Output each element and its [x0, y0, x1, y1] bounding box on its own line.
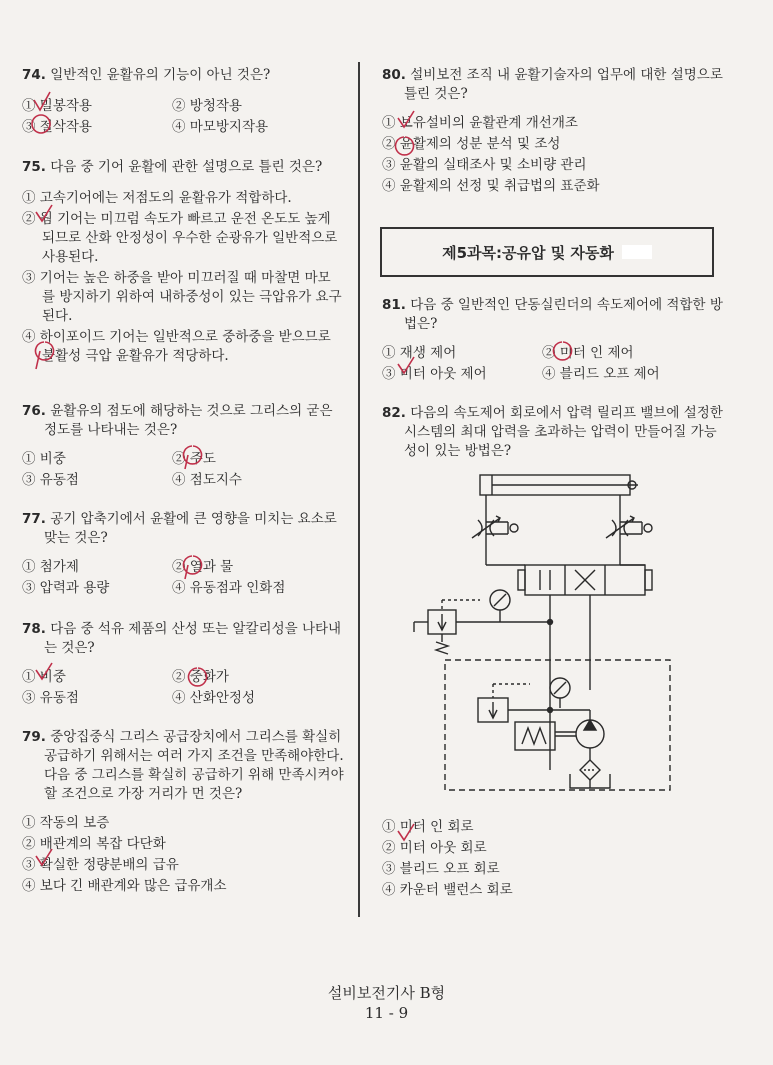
relief-valve-main [414, 590, 553, 654]
option-4[interactable]: ④ 마모방지작용 [172, 119, 269, 135]
question-74 [22, 66, 342, 137]
directional-valve [486, 565, 652, 770]
question-number: 79. [22, 729, 46, 745]
option-3[interactable]: ③ 블리드 오프 회로 [382, 861, 500, 877]
option-1[interactable]: ① 비중 [22, 669, 66, 685]
option-2[interactable]: ② 배관계의 복잡 다단화 [22, 836, 166, 852]
question-stem: 다음 중 석유 제품의 산성 또는 알칼리성을 나타내는 것은? [44, 621, 342, 656]
hydraulic-circuit-diagram [400, 470, 680, 800]
question-79 [22, 728, 342, 896]
option-1[interactable]: ① 고속기어에는 저점도의 윤활유가 적합하다. [22, 190, 292, 206]
option-3[interactable]: ③ 절삭작용 [22, 119, 92, 135]
correction-tape [622, 245, 652, 259]
option-3[interactable]: ③ 확실한 정량분배의 급유 [22, 857, 179, 873]
section-header [380, 227, 714, 277]
option-4[interactable]: ④ 하이포이드 기어는 일반적으로 중하중을 받으므로 불활성 극압 윤활유가 적당하다. [22, 329, 331, 364]
option-1[interactable]: ① 작동의 보증 [22, 815, 110, 831]
question-77 [22, 510, 342, 598]
question-stem: 공기 압축기에서 윤활에 큰 영향을 미치는 요소로 맞는 것은? [44, 511, 337, 546]
question-stem: 다음의 속도제어 회로에서 압력 릴리프 밸브에 설정한 시스템의 최대 압력을 초과하는 압력이 만들어질 가능성이 있는 방법은? [404, 405, 723, 459]
option-2[interactable]: ② 미터 아웃 회로 [382, 840, 487, 856]
option-3[interactable]: ③ 유동점 [22, 472, 79, 488]
option-4[interactable]: ④ 카운터 밸런스 회로 [382, 882, 513, 898]
option-3[interactable]: ③ 유동점 [22, 690, 79, 706]
option-2[interactable]: ② 미터 인 제어 [542, 345, 634, 361]
question-stem: 다음 중 일반적인 단동실린더의 속도제어에 적합한 방법은? [404, 297, 723, 332]
footer-title: 설비보전기사 B형 [327, 984, 446, 1002]
question-78 [22, 620, 342, 708]
option-2[interactable]: ② 열과 물 [172, 559, 234, 575]
section-title: 제5과목:공유압 및 자동화 [442, 243, 614, 262]
question-82-options [382, 812, 722, 900]
question-number: 82. [382, 405, 406, 421]
option-3[interactable]: ③ 미터 아웃 제어 [382, 366, 487, 382]
page-number: 11 - 9 [364, 1004, 409, 1022]
option-3[interactable]: ③ 윤활의 실태조사 및 소비량 관리 [382, 157, 587, 173]
question-number: 76. [22, 403, 46, 419]
option-1[interactable]: ① 미터 인 회로 [382, 819, 474, 835]
question-stem: 윤활유의 점도에 해당하는 것으로 그리스의 굳은 정도를 나타내는 것은? [44, 403, 333, 438]
question-76 [22, 402, 342, 490]
option-1[interactable]: ① 재생 제어 [382, 345, 457, 361]
option-1[interactable]: ① 첨가제 [22, 559, 79, 575]
option-4[interactable]: ④ 블리드 오프 제어 [542, 366, 660, 382]
question-82 [382, 404, 727, 461]
question-number: 78. [22, 621, 46, 637]
flow-control-left [472, 515, 518, 565]
question-75 [22, 158, 342, 366]
question-number: 75. [22, 159, 46, 175]
option-4[interactable]: ④ 보다 긴 배관계와 많은 급유개소 [22, 878, 227, 894]
option-2[interactable]: ② 웜 기어는 미끄럼 속도가 빠르고 운전 온도도 높게 되므로 산화 안정성이 우수한 순광유가 일반적으로 사용된다. [22, 211, 338, 265]
option-2[interactable]: ② 중화가 [172, 669, 229, 685]
option-2[interactable]: ② 주도 [172, 451, 216, 467]
option-2[interactable]: ② 방청작용 [172, 98, 242, 114]
power-unit [445, 660, 670, 790]
option-1[interactable]: ① 보유설비의 윤활관계 개선개조 [382, 115, 578, 131]
option-1[interactable]: ① 비중 [22, 451, 66, 467]
question-stem: 중앙집중식 그리스 공급장치에서 그리스를 확실히 공급하기 위해서는 여러 가지 조건을 만족해야한다. 다음 중 그리스를 확실히 공급하기 위해 만족시켜야 할 조건으로 가장 거리가 먼 것은? [44, 729, 344, 802]
question-stem: 설비보전 조직 내 윤활기술자의 업무에 대한 설명으로 틀린 것은? [404, 67, 723, 102]
option-3[interactable]: ③ 압력과 용량 [22, 580, 110, 596]
question-number: 80. [382, 67, 406, 83]
option-4[interactable]: ④ 산화안정성 [172, 690, 255, 706]
question-80 [382, 66, 732, 196]
question-stem: 다음 중 기어 윤활에 관한 설명으로 틀린 것은? [50, 159, 323, 175]
question-number: 77. [22, 511, 46, 527]
flow-control-right [606, 515, 652, 565]
question-number: 74. [22, 67, 46, 83]
option-1[interactable]: ① 밀봉작용 [22, 98, 92, 114]
question-81 [382, 296, 732, 384]
option-3[interactable]: ③ 기어는 높은 하중을 받아 미끄러질 때 마찰면 마모를 방지하기 위하여 내하중성이 있는 극압유가 요구된다. [22, 270, 342, 324]
column-divider [358, 62, 360, 917]
option-4[interactable]: ④ 윤활제의 선정 및 취급법의 표준화 [382, 178, 600, 194]
option-4[interactable]: ④ 유동점과 인화점 [172, 580, 286, 596]
option-2[interactable]: ② 윤활제의 성분 분석 및 조성 [382, 136, 561, 152]
question-stem: 일반적인 윤활유의 기능이 아닌 것은? [50, 67, 271, 83]
question-number: 81. [382, 297, 406, 313]
option-4[interactable]: ④ 점도지수 [172, 472, 242, 488]
cylinder [480, 475, 638, 515]
